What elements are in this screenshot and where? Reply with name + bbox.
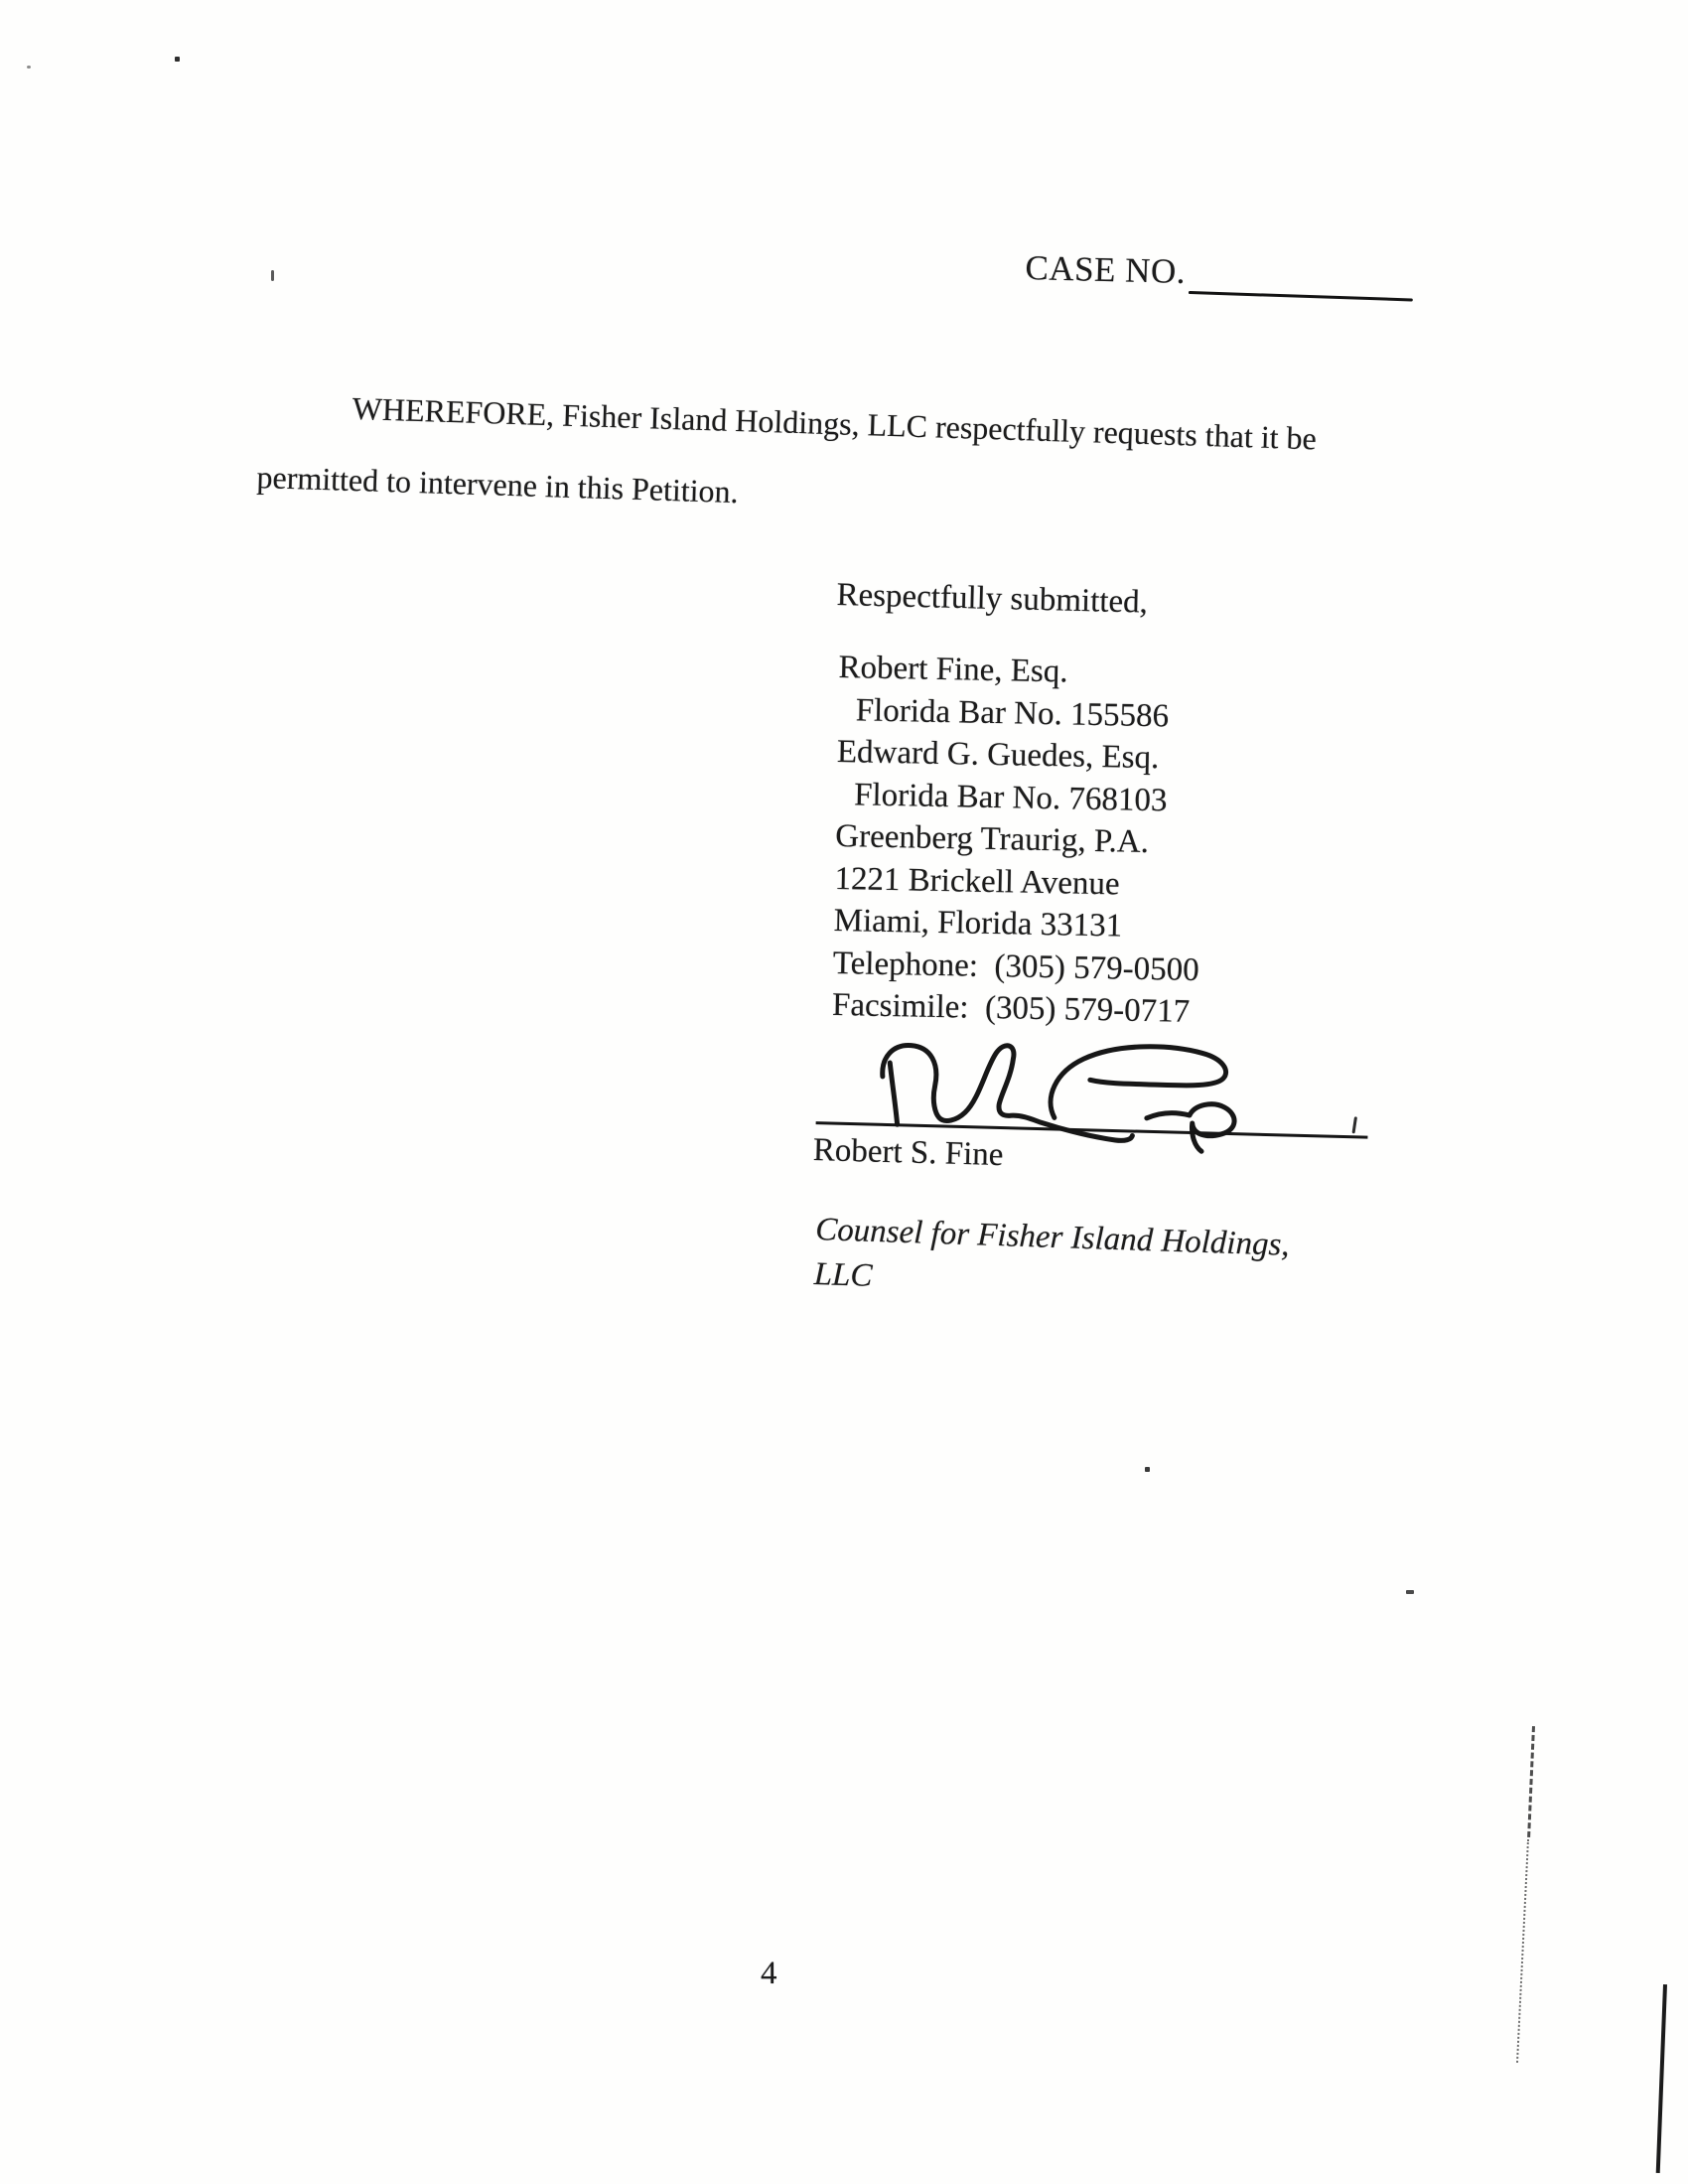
wherefore-line-1: WHEREFORE, Fisher Island Holdings, LLC respectfully requests that it be: [352, 389, 1318, 457]
signatory-name: Robert S. Fine: [812, 1132, 1004, 1174]
scan-artifact-dashed-line: [1527, 1726, 1535, 1837]
law-firm-name: Greenberg Traurig, P.A.: [834, 817, 1150, 861]
scan-speckle: [27, 66, 31, 69]
closing-phrase: Respectfully submitted,: [836, 577, 1149, 621]
scan-artifact-edge-line: [1656, 1984, 1667, 2173]
counsel-title-line-1: Counsel for Fisher Island Holdings,: [814, 1211, 1291, 1263]
signature-area: [808, 1033, 1388, 1197]
wherefore-paragraph: [255, 369, 1550, 553]
scan-speckle: [1145, 1467, 1150, 1472]
attorney-bar-number-edward-guedes: Florida Bar No. 768103: [853, 776, 1168, 818]
attorney-name-edward-guedes: Edward G. Guedes, Esq.: [836, 733, 1160, 777]
ink-tick-mark: [1352, 1116, 1357, 1133]
telephone-number: Telephone: (305) 579-0500: [832, 945, 1200, 988]
city-state-zip: Miami, Florida 33131: [833, 902, 1123, 945]
counsel-title: [813, 1208, 1290, 1313]
counsel-title-line-2: LLC: [813, 1255, 874, 1294]
wherefore-line-2: permitted to intervene in this Petition.: [256, 458, 740, 510]
attorney-bar-number-robert-fine: Florida Bar No. 155586: [855, 691, 1170, 734]
scan-speckle: [175, 57, 180, 62]
scan-speckle: [1406, 1590, 1414, 1594]
attorney-contact-block: [832, 647, 1205, 1034]
street-address: 1221 Brickell Avenue: [834, 860, 1120, 902]
page-number: 4: [761, 1956, 777, 1991]
case-number-blank-line: [1189, 291, 1413, 301]
scan-speckle: [271, 270, 274, 281]
scan-artifact-dotted-line: [1516, 1839, 1529, 2063]
facsimile-number: Facsimile: (305) 579-0717: [831, 986, 1191, 1030]
attorney-name-robert-fine: Robert Fine, Esq.: [838, 649, 1068, 690]
case-number-label: CASE NO.: [1025, 248, 1187, 291]
